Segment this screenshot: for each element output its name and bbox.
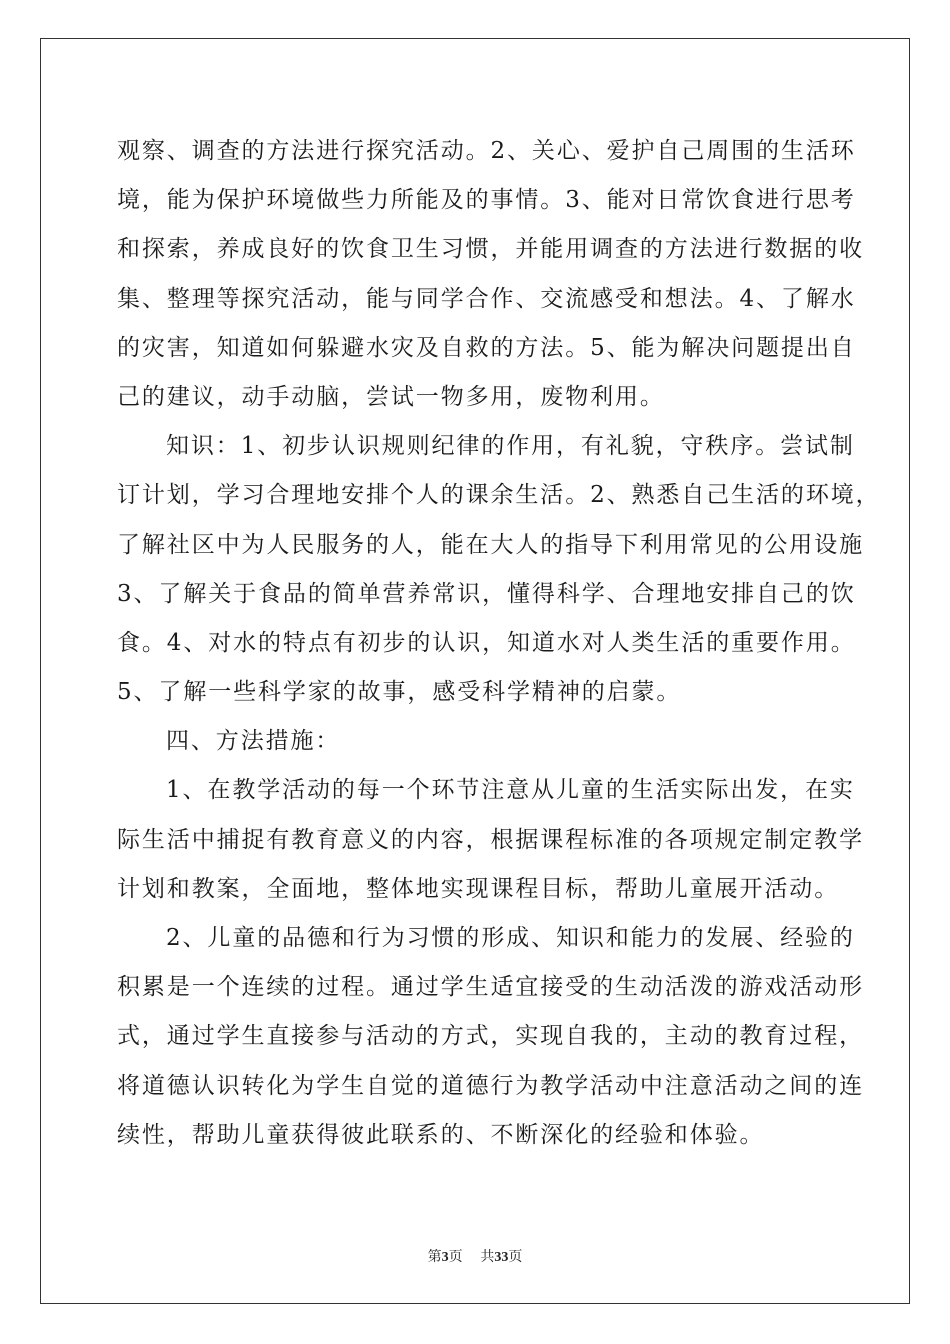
text-line: 将道德认识转化为学生自觉的道德行为教学活动中注意活动之间的连 [117, 1072, 864, 1099]
text-line: 式，通过学生直接参与活动的方式，实现自我的，主动的教育过程， [117, 1023, 864, 1050]
text-line: 集、整理等探究活动，能与同学合作、交流感受和想法。4、了解水 [117, 285, 856, 312]
section-heading: 四、方法措施： [166, 728, 341, 755]
text-line: 1、在教学活动的每一个环节注意从儿童的生活实际出发，在实 [166, 777, 855, 804]
total-suffix: 页 [508, 1249, 523, 1265]
total-prefix: 共 [480, 1249, 495, 1265]
text-line: 知识：1、初步认识规则纪律的作用，有礼貌，守秩序。尝试制 [166, 433, 855, 460]
text-line: 计划和教案，全面地，整体地实现课程目标，帮助儿童展开活动。 [117, 875, 840, 902]
text-line: 食。4、对水的特点有初步的认识，知道水对人类生活的重要作用。 [117, 629, 856, 656]
text-line: 积累是一个连续的过程。通过学生适宜接受的生动活泼的游戏活动形 [117, 974, 864, 1001]
page-number: 3 [441, 1250, 449, 1265]
text-line: 订计划，学习合理地安排个人的课余生活。2、熟悉自己生活的环境， [117, 482, 881, 509]
text-line: 和探索，养成良好的饮食卫生习惯，并能用调查的方法进行数据的收 [117, 236, 864, 263]
text-line: 3、了解关于食品的简单营养常识，懂得科学、合理地安排自己的饮 [117, 580, 856, 607]
text-line: 续性，帮助儿童获得彼此联系的、不断深化的经验和体验。 [117, 1121, 765, 1148]
page-suffix: 页 [448, 1249, 463, 1265]
text-line: 际生活中捕捉有教育意义的内容，根据课程标准的各项规定制定教学 [117, 826, 864, 853]
page-prefix: 第 [427, 1249, 442, 1265]
total-pages: 33 [494, 1250, 509, 1265]
page-footer [0, 1246, 950, 1266]
text-line: 的灾害，知道如何躲避水灾及自救的方法。5、能为解决问题提出自 [117, 334, 856, 361]
text-line: 观察、调查的方法进行探究活动。2、关心、爱护自己周围的生活环 [117, 138, 856, 164]
text-line: 己的建议，动手动脑，尝试一物多用，废物利用。 [117, 383, 665, 410]
document-body [117, 127, 881, 1160]
text-line: 2、儿童的品德和行为习惯的形成、知识和能力的发展、经验的 [166, 925, 855, 951]
text-line: 5、了解一些科学家的故事，感受科学精神的启蒙。 [117, 679, 682, 706]
text-line: 了解社区中为人民服务的人，能在大人的指导下利用常见的公用设施 [117, 531, 864, 558]
text-line: 境，能为保护环境做些力所能及的事情。3、能对日常饮食进行思考 [117, 187, 856, 214]
